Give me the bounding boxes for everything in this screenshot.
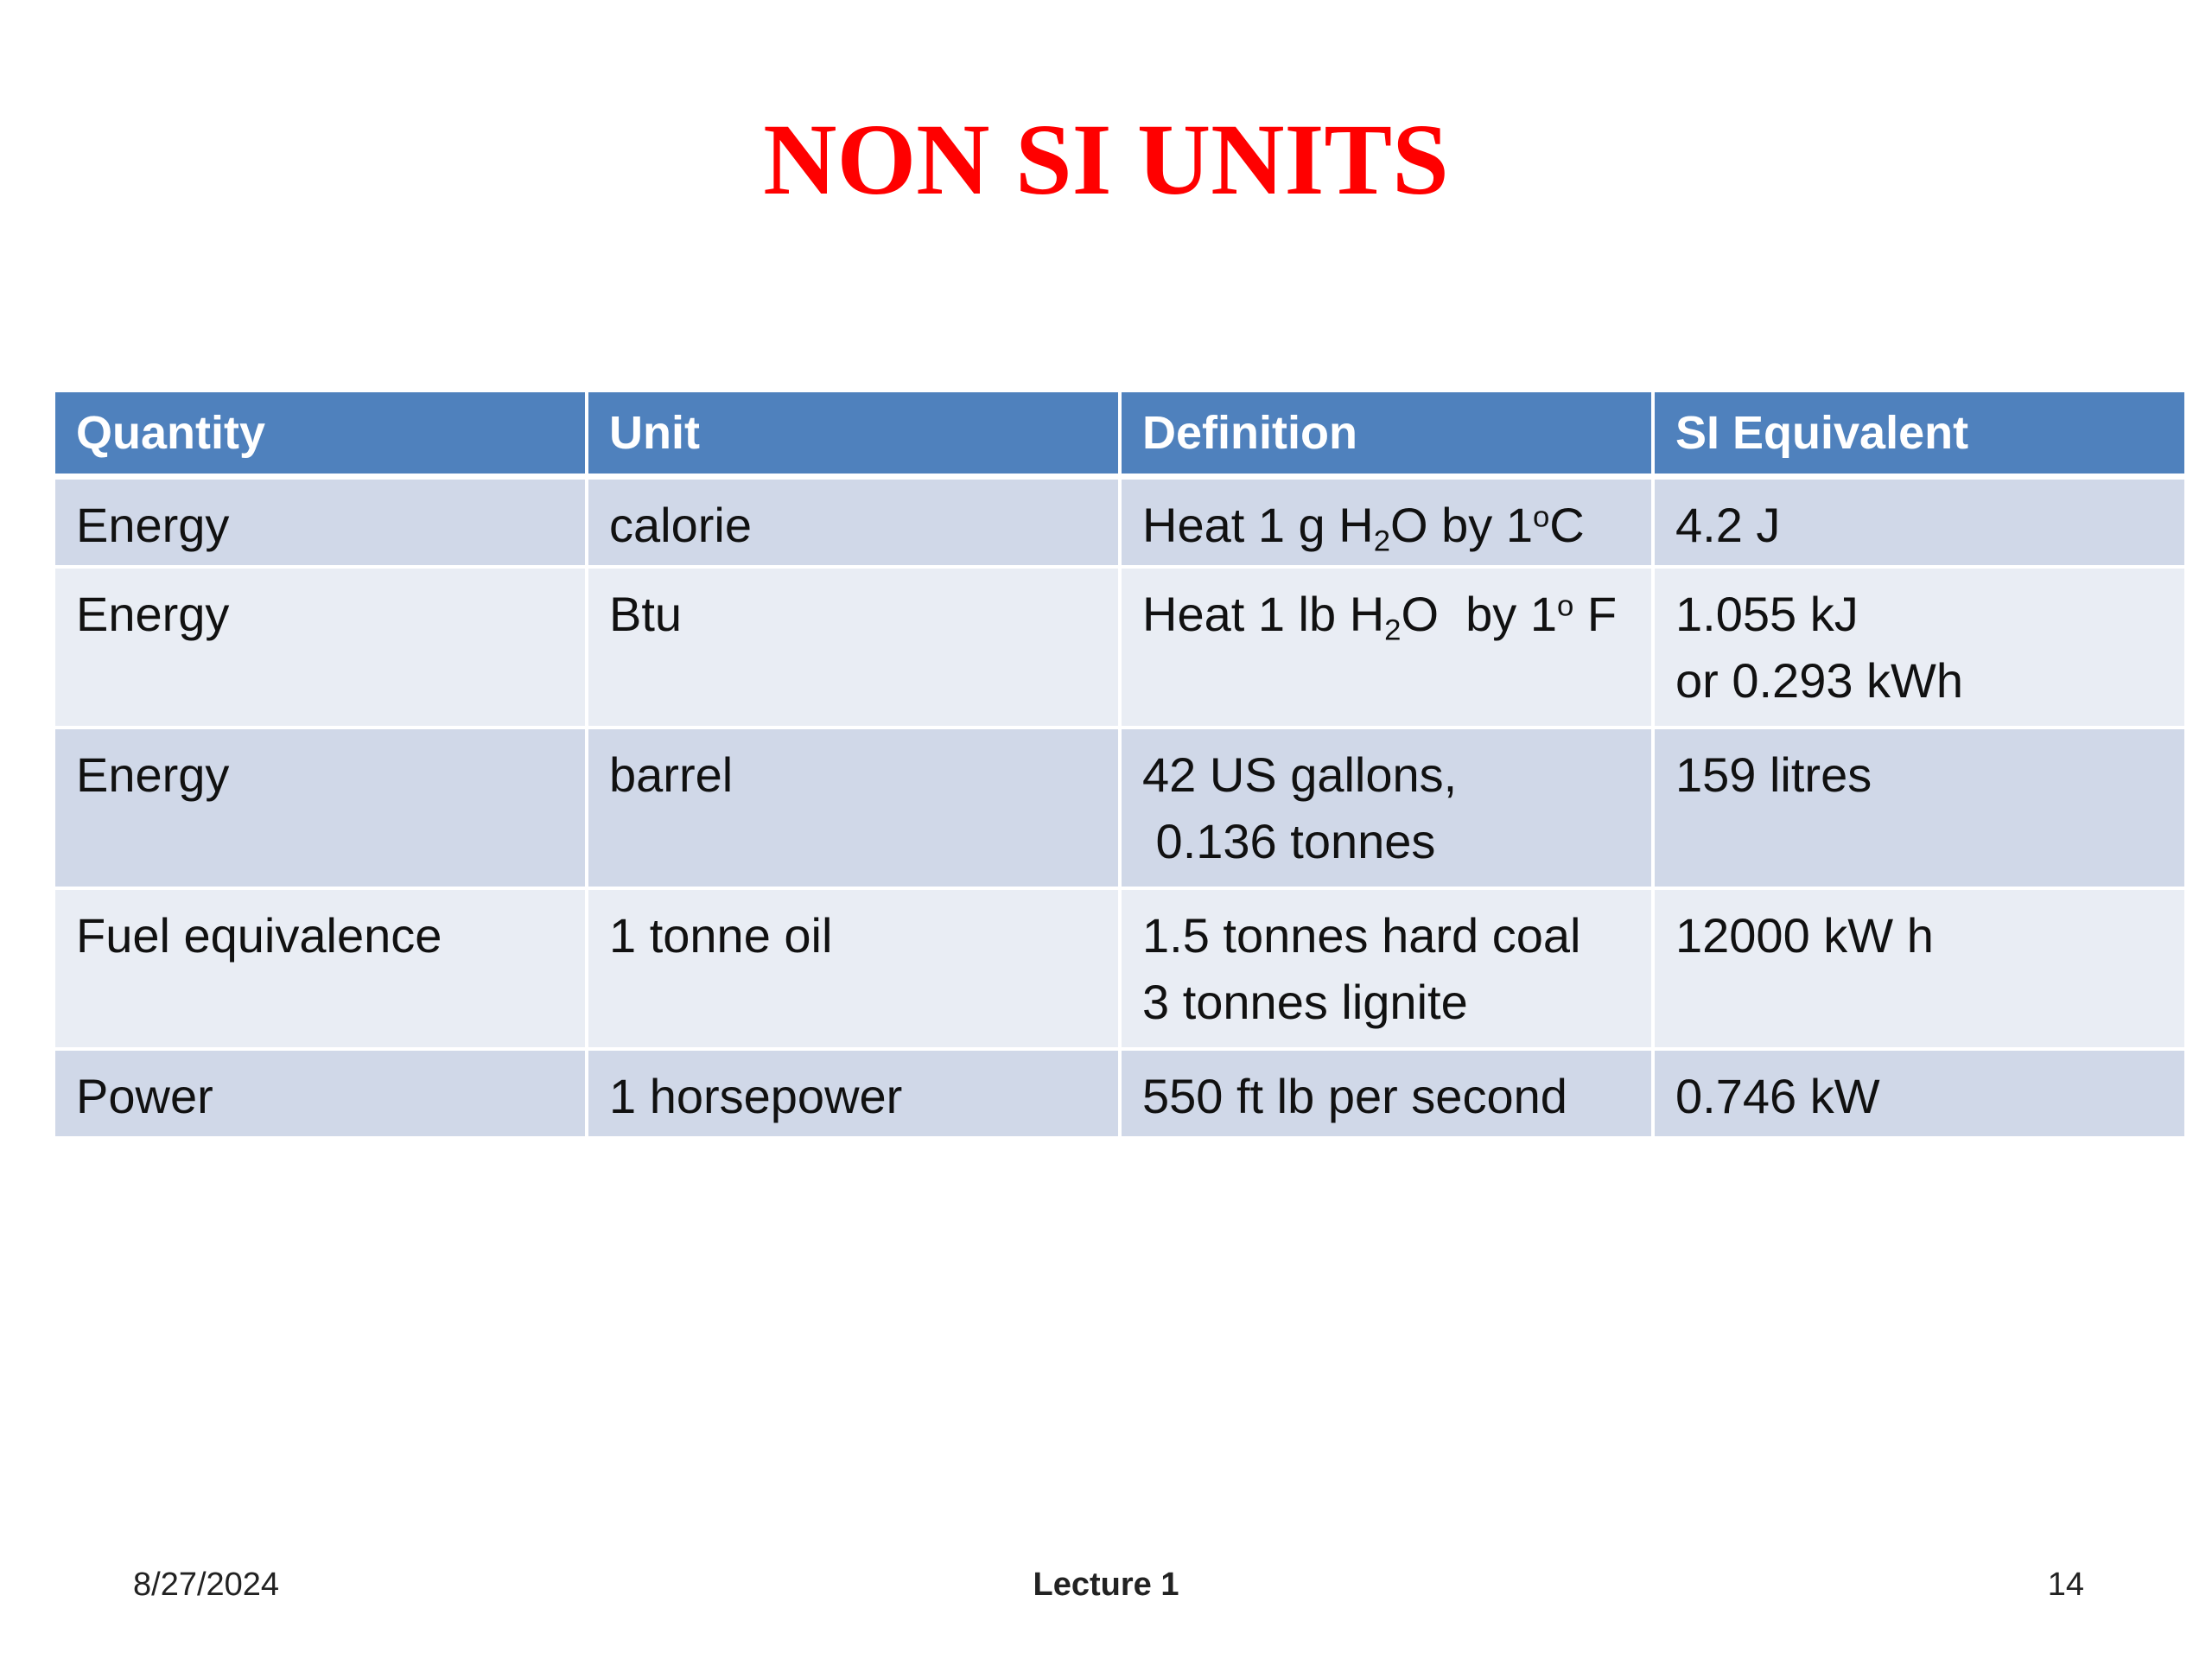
cell-definition [1120, 567, 1653, 728]
si-line: 1.055 kJ [1675, 587, 1859, 641]
si-line: or 0.293 kWh [1675, 653, 1964, 708]
definition-text: O by 1 [1401, 587, 1557, 641]
cell-unit: calorie [587, 477, 1120, 568]
definition-line: 0.136 tonnes [1142, 814, 1436, 868]
table-row [54, 1049, 2186, 1138]
cell-quantity: Energy [54, 567, 587, 728]
si-line: 4.2 J [1675, 498, 1781, 552]
footer-lecture: Lecture 1 [1033, 1567, 1179, 1603]
cell-quantity: Fuel equivalence [54, 888, 587, 1049]
definition-text: Heat 1 lb H [1142, 587, 1385, 641]
cell-si-equivalent [1653, 1049, 2186, 1138]
cell-si-equivalent [1653, 728, 2186, 888]
definition-text: Heat 1 g H [1142, 498, 1374, 552]
cell-definition [1120, 1049, 1653, 1138]
cell-unit: Btu [587, 567, 1120, 728]
table-row [54, 477, 2186, 568]
si-line: 159 litres [1675, 747, 1872, 802]
header-unit: Unit [587, 391, 1120, 477]
units-table [52, 389, 2188, 1140]
table-row [54, 888, 2186, 1049]
table-header-row [54, 391, 2186, 477]
table-row [54, 728, 2186, 888]
cell-definition [1120, 477, 1653, 568]
footer-page-number: 14 [2047, 1567, 2084, 1603]
definition-line: 550 ft lb per second [1142, 1069, 1567, 1123]
header-quantity: Quantity [54, 391, 587, 477]
cell-definition [1120, 728, 1653, 888]
subscript: 2 [1384, 613, 1402, 647]
table-row [54, 567, 2186, 728]
cell-quantity: Power [54, 1049, 587, 1138]
header-si-equivalent: SI Equivalent [1653, 391, 2186, 477]
si-line: 0.746 kW [1675, 1069, 1880, 1123]
cell-quantity: Energy [54, 728, 587, 888]
cell-si-equivalent [1653, 567, 2186, 728]
superscript: o [1556, 589, 1574, 623]
header-definition: Definition [1120, 391, 1653, 477]
cell-definition [1120, 888, 1653, 1049]
cell-si-equivalent [1653, 477, 2186, 568]
definition-line: 1.5 tonnes hard coal [1142, 908, 1581, 963]
cell-quantity: Energy [54, 477, 587, 568]
cell-unit: 1 horsepower [587, 1049, 1120, 1138]
definition-text: F [1573, 587, 1618, 641]
cell-unit: 1 tonne oil [587, 888, 1120, 1049]
definition-text: O by 1 [1390, 498, 1533, 552]
definition-text: C [1549, 498, 1585, 552]
cell-si-equivalent [1653, 888, 2186, 1049]
subscript: 2 [1373, 524, 1391, 558]
superscript: o [1532, 500, 1550, 534]
definition-line: 42 US gallons, [1142, 747, 1458, 802]
definition-line: 3 tonnes lignite [1142, 975, 1468, 1029]
footer-date: 8/27/2024 [133, 1567, 280, 1603]
si-line: 12000 kW h [1675, 908, 1934, 963]
slide-title: NON SI UNITS [763, 103, 1449, 216]
cell-unit: barrel [587, 728, 1120, 888]
